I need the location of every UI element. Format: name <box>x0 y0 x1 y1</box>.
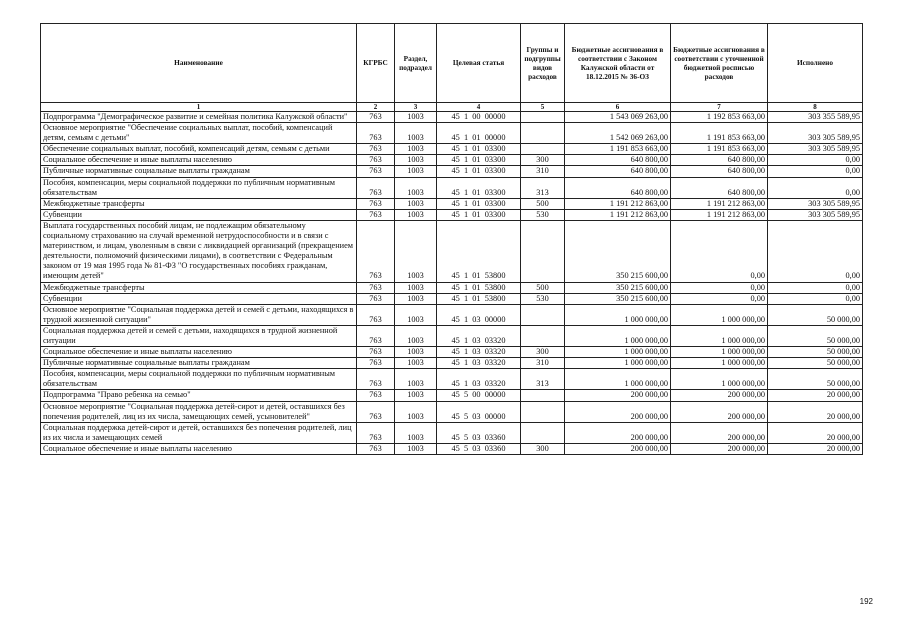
budget-table <box>40 23 863 455</box>
cell-plan-allocation: 640 800,00 <box>671 155 768 166</box>
cell-target-article: 45 1 01 03300 <box>437 209 521 220</box>
cell-section: 1003 <box>395 209 437 220</box>
cell-law-allocation: 350 215 600,00 <box>565 293 671 304</box>
cell-expense-type <box>521 144 565 155</box>
cell-kgrbs: 763 <box>357 369 395 390</box>
header-target-article: Целевая статья <box>437 24 521 103</box>
column-number: 2 <box>357 103 395 112</box>
cell-kgrbs: 763 <box>357 166 395 177</box>
cell-expense-type <box>521 220 565 282</box>
cell-expense-type <box>521 112 565 123</box>
cell-target-article: 45 1 01 03300 <box>437 144 521 155</box>
cell-kgrbs: 763 <box>357 209 395 220</box>
cell-target-article: 45 1 01 03300 <box>437 177 521 198</box>
cell-expense-type: 530 <box>521 209 565 220</box>
table-row <box>41 166 863 177</box>
cell-executed: 20 000,00 <box>768 390 863 401</box>
cell-name: Социальное обеспечение и иные выплаты населению <box>41 443 357 454</box>
cell-law-allocation: 200 000,00 <box>565 401 671 422</box>
cell-executed: 20 000,00 <box>768 443 863 454</box>
cell-target-article: 45 1 01 53800 <box>437 220 521 282</box>
cell-kgrbs: 763 <box>357 112 395 123</box>
cell-target-article: 45 1 00 00000 <box>437 112 521 123</box>
cell-plan-allocation: 200 000,00 <box>671 443 768 454</box>
cell-name: Основное мероприятие "Обеспечение социальных выплат, пособий, компенсаций детям, семьям с детьми" <box>41 123 357 144</box>
cell-expense-type: 310 <box>521 166 565 177</box>
cell-expense-type: 313 <box>521 177 565 198</box>
header-plan-allocations: Бюджетные ассигнования в соответствии с уточненной бюджетной росписью расходов <box>671 24 768 103</box>
cell-law-allocation: 1 542 069 263,00 <box>565 123 671 144</box>
cell-section: 1003 <box>395 144 437 155</box>
cell-target-article: 45 1 01 03300 <box>437 155 521 166</box>
table-row <box>41 220 863 282</box>
cell-executed: 303 305 589,95 <box>768 123 863 144</box>
cell-plan-allocation: 200 000,00 <box>671 390 768 401</box>
table-row <box>41 282 863 293</box>
cell-name: Публичные нормативные социальные выплаты гражданам <box>41 358 357 369</box>
table-row <box>41 369 863 390</box>
cell-executed: 303 355 589,95 <box>768 112 863 123</box>
cell-target-article: 45 1 01 03300 <box>437 166 521 177</box>
cell-target-article: 45 5 03 03360 <box>437 443 521 454</box>
cell-section: 1003 <box>395 325 437 346</box>
cell-kgrbs: 763 <box>357 123 395 144</box>
cell-kgrbs: 763 <box>357 293 395 304</box>
cell-expense-type: 530 <box>521 293 565 304</box>
cell-kgrbs: 763 <box>357 144 395 155</box>
cell-kgrbs: 763 <box>357 304 395 325</box>
cell-plan-allocation: 0,00 <box>671 220 768 282</box>
cell-kgrbs: 763 <box>357 198 395 209</box>
cell-kgrbs: 763 <box>357 220 395 282</box>
cell-kgrbs: 763 <box>357 347 395 358</box>
cell-target-article: 45 1 03 03320 <box>437 325 521 346</box>
table-row <box>41 177 863 198</box>
cell-expense-type <box>521 325 565 346</box>
cell-law-allocation: 1 000 000,00 <box>565 325 671 346</box>
cell-executed: 303 305 589,95 <box>768 198 863 209</box>
cell-executed: 0,00 <box>768 220 863 282</box>
cell-executed: 20 000,00 <box>768 422 863 443</box>
cell-section: 1003 <box>395 443 437 454</box>
cell-expense-type: 300 <box>521 443 565 454</box>
cell-expense-type <box>521 123 565 144</box>
cell-law-allocation: 1 000 000,00 <box>565 347 671 358</box>
cell-executed: 50 000,00 <box>768 325 863 346</box>
cell-target-article: 45 1 03 03320 <box>437 369 521 390</box>
table-row <box>41 293 863 304</box>
cell-kgrbs: 763 <box>357 443 395 454</box>
cell-section: 1003 <box>395 123 437 144</box>
cell-executed: 50 000,00 <box>768 358 863 369</box>
cell-executed: 50 000,00 <box>768 369 863 390</box>
cell-kgrbs: 763 <box>357 422 395 443</box>
cell-law-allocation: 200 000,00 <box>565 422 671 443</box>
cell-plan-allocation: 1 000 000,00 <box>671 325 768 346</box>
table-row <box>41 198 863 209</box>
cell-section: 1003 <box>395 369 437 390</box>
page-number: 192 <box>859 597 873 606</box>
cell-plan-allocation: 0,00 <box>671 282 768 293</box>
cell-kgrbs: 763 <box>357 282 395 293</box>
cell-name: Подпрограмма "Право ребенка на семью" <box>41 390 357 401</box>
cell-executed: 20 000,00 <box>768 401 863 422</box>
table-row <box>41 390 863 401</box>
header-executed: Исполнено <box>768 24 863 103</box>
table-row <box>41 443 863 454</box>
cell-section: 1003 <box>395 166 437 177</box>
column-number: 6 <box>565 103 671 112</box>
cell-section: 1003 <box>395 198 437 209</box>
cell-plan-allocation: 200 000,00 <box>671 422 768 443</box>
cell-name: Обеспечение социальных выплат, пособий, компенсаций детям, семьям с детьми <box>41 144 357 155</box>
header-row <box>41 24 863 103</box>
cell-target-article: 45 1 01 03300 <box>437 198 521 209</box>
table-row <box>41 304 863 325</box>
table-row <box>41 401 863 422</box>
cell-target-article: 45 1 03 00000 <box>437 304 521 325</box>
cell-plan-allocation: 200 000,00 <box>671 401 768 422</box>
cell-expense-type: 500 <box>521 282 565 293</box>
cell-name: Субвенции <box>41 209 357 220</box>
table-row <box>41 358 863 369</box>
cell-expense-type <box>521 401 565 422</box>
cell-expense-type <box>521 390 565 401</box>
cell-executed: 0,00 <box>768 177 863 198</box>
cell-plan-allocation: 1 191 212 863,00 <box>671 209 768 220</box>
cell-law-allocation: 350 215 600,00 <box>565 220 671 282</box>
cell-law-allocation: 1 000 000,00 <box>565 304 671 325</box>
cell-expense-type: 313 <box>521 369 565 390</box>
cell-name: Социальная поддержка детей и семей с детьми, находящихся в трудной жизненной ситуации <box>41 325 357 346</box>
cell-law-allocation: 1 191 853 663,00 <box>565 144 671 155</box>
cell-expense-type: 300 <box>521 347 565 358</box>
cell-executed: 303 305 589,95 <box>768 144 863 155</box>
cell-section: 1003 <box>395 390 437 401</box>
cell-plan-allocation: 1 000 000,00 <box>671 304 768 325</box>
cell-law-allocation: 640 800,00 <box>565 166 671 177</box>
cell-law-allocation: 350 215 600,00 <box>565 282 671 293</box>
cell-name: Межбюджетные трансферты <box>41 282 357 293</box>
header-section: Раздел, подраздел <box>395 24 437 103</box>
header-expense-type: Группы и подгруппы видов расходов <box>521 24 565 103</box>
table-row <box>41 422 863 443</box>
cell-name: Основное мероприятие "Социальная поддержка детей-сирот и детей, оставшихся без попечения родителей, лиц из их числа, замещающих семей, усыновителей" <box>41 401 357 422</box>
cell-section: 1003 <box>395 347 437 358</box>
cell-target-article: 45 1 03 03320 <box>437 347 521 358</box>
cell-plan-allocation: 1 191 853 663,00 <box>671 144 768 155</box>
header-name: Наименование <box>41 24 357 103</box>
cell-plan-allocation: 1 192 853 663,00 <box>671 112 768 123</box>
cell-target-article: 45 1 03 03320 <box>437 358 521 369</box>
table-row <box>41 112 863 123</box>
cell-expense-type <box>521 422 565 443</box>
cell-law-allocation: 1 191 212 863,00 <box>565 209 671 220</box>
table-row <box>41 155 863 166</box>
cell-executed: 50 000,00 <box>768 347 863 358</box>
cell-name: Межбюджетные трансферты <box>41 198 357 209</box>
cell-section: 1003 <box>395 422 437 443</box>
header-kgrbs: КГРБС <box>357 24 395 103</box>
cell-name: Субвенции <box>41 293 357 304</box>
cell-expense-type: 310 <box>521 358 565 369</box>
cell-law-allocation: 200 000,00 <box>565 443 671 454</box>
cell-kgrbs: 763 <box>357 390 395 401</box>
cell-law-allocation: 640 800,00 <box>565 177 671 198</box>
cell-plan-allocation: 640 800,00 <box>671 177 768 198</box>
cell-name: Социальное обеспечение и иные выплаты населению <box>41 155 357 166</box>
column-number-row <box>41 103 863 112</box>
cell-law-allocation: 1 000 000,00 <box>565 358 671 369</box>
cell-section: 1003 <box>395 112 437 123</box>
cell-kgrbs: 763 <box>357 155 395 166</box>
cell-section: 1003 <box>395 220 437 282</box>
cell-name: Публичные нормативные социальные выплаты гражданам <box>41 166 357 177</box>
cell-section: 1003 <box>395 293 437 304</box>
cell-executed: 0,00 <box>768 155 863 166</box>
cell-plan-allocation: 1 191 853 663,00 <box>671 123 768 144</box>
cell-target-article: 45 1 01 53800 <box>437 282 521 293</box>
cell-name: Социальное обеспечение и иные выплаты населению <box>41 347 357 358</box>
cell-target-article: 45 1 01 00000 <box>437 123 521 144</box>
table-row <box>41 123 863 144</box>
cell-law-allocation: 1 191 212 863,00 <box>565 198 671 209</box>
cell-kgrbs: 763 <box>357 401 395 422</box>
table-row <box>41 209 863 220</box>
cell-executed: 0,00 <box>768 282 863 293</box>
cell-target-article: 45 5 00 00000 <box>437 390 521 401</box>
cell-executed: 0,00 <box>768 293 863 304</box>
cell-kgrbs: 763 <box>357 325 395 346</box>
cell-kgrbs: 763 <box>357 177 395 198</box>
column-number: 3 <box>395 103 437 112</box>
cell-law-allocation: 200 000,00 <box>565 390 671 401</box>
cell-section: 1003 <box>395 304 437 325</box>
column-number: 8 <box>768 103 863 112</box>
cell-plan-allocation: 1 191 212 863,00 <box>671 198 768 209</box>
cell-law-allocation: 1 543 069 263,00 <box>565 112 671 123</box>
cell-law-allocation: 640 800,00 <box>565 155 671 166</box>
cell-section: 1003 <box>395 177 437 198</box>
cell-name: Социальная поддержка детей-сирот и детей, оставшихся без попечения родителей, лиц из их числа и замещающих семей <box>41 422 357 443</box>
cell-name: Выплата государственных пособий лицам, не подлежащим обязательному социальному страхованию на случай временной нетрудоспособности и в связи с материнством, и лицам, уволенным в связи с ликвидацией организаций (прекращением деятельности, полномочий физическими лицами), в соответствии с Федеральным законом от 19 мая 1995 года № 81-ФЗ "О государственных пособиях гражданам, имеющим детей" <box>41 220 357 282</box>
cell-expense-type: 300 <box>521 155 565 166</box>
cell-target-article: 45 1 01 53800 <box>437 293 521 304</box>
cell-kgrbs: 763 <box>357 358 395 369</box>
table-row <box>41 325 863 346</box>
header-law-allocations: Бюджетные ассигнования в соответствии с Законом Калужской области от 18.12.2015 № 36-ОЗ <box>565 24 671 103</box>
cell-plan-allocation: 0,00 <box>671 293 768 304</box>
cell-law-allocation: 1 000 000,00 <box>565 369 671 390</box>
column-number: 4 <box>437 103 521 112</box>
cell-name: Пособия, компенсации, меры социальной поддержки по публичным нормативным обязательствам <box>41 177 357 198</box>
column-number: 1 <box>41 103 357 112</box>
table-row <box>41 347 863 358</box>
cell-plan-allocation: 640 800,00 <box>671 166 768 177</box>
cell-name: Пособия, компенсации, меры социальной поддержки по публичным нормативным обязательствам <box>41 369 357 390</box>
cell-section: 1003 <box>395 401 437 422</box>
cell-section: 1003 <box>395 155 437 166</box>
cell-name: Подпрограмма "Демографическое развитие и семейная политика Калужской области" <box>41 112 357 123</box>
table-row <box>41 144 863 155</box>
cell-expense-type <box>521 304 565 325</box>
cell-section: 1003 <box>395 358 437 369</box>
cell-section: 1003 <box>395 282 437 293</box>
cell-plan-allocation: 1 000 000,00 <box>671 347 768 358</box>
cell-executed: 303 305 589,95 <box>768 209 863 220</box>
cell-name: Основное мероприятие "Социальная поддержка детей и семей с детьми, находящихся в трудной жизненной ситуации" <box>41 304 357 325</box>
column-number: 5 <box>521 103 565 112</box>
cell-executed: 0,00 <box>768 166 863 177</box>
cell-plan-allocation: 1 000 000,00 <box>671 369 768 390</box>
cell-target-article: 45 5 03 00000 <box>437 401 521 422</box>
cell-executed: 50 000,00 <box>768 304 863 325</box>
column-number: 7 <box>671 103 768 112</box>
cell-expense-type: 500 <box>521 198 565 209</box>
cell-target-article: 45 5 03 03360 <box>437 422 521 443</box>
cell-plan-allocation: 1 000 000,00 <box>671 358 768 369</box>
